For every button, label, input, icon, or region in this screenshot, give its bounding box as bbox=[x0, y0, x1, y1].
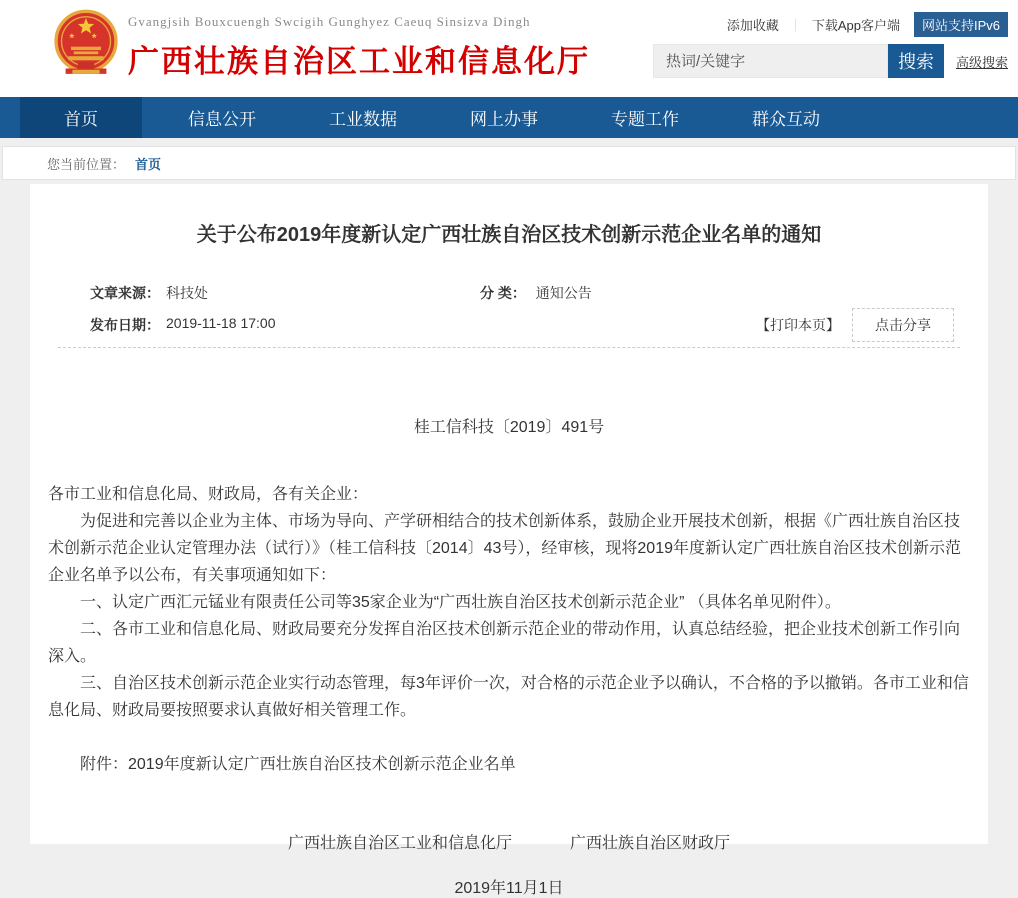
nav-item-home[interactable]: 首页 bbox=[20, 97, 142, 138]
breadcrumb bbox=[2, 146, 1016, 180]
signature-org-1: 广西壮族自治区工业和信息化厅 bbox=[287, 835, 512, 852]
download-app-link[interactable]: 下载App客户端 bbox=[811, 18, 900, 33]
share-button[interactable]: 点击分享 bbox=[852, 308, 954, 342]
meta-row-1 bbox=[90, 277, 968, 309]
breadcrumb-home-link[interactable]: 首页 bbox=[135, 156, 162, 172]
ipv6-support-badge[interactable]: 网站支持IPv6 bbox=[914, 12, 1008, 37]
meta-row-2 bbox=[90, 309, 968, 341]
national-emblem-logo bbox=[52, 8, 120, 84]
signature-line bbox=[30, 830, 988, 853]
meta-date-value: 2019-11-18 17:00 bbox=[166, 315, 276, 331]
main-nav bbox=[0, 97, 1018, 138]
advanced-search-link[interactable]: 高级搜索 bbox=[955, 54, 1008, 70]
search-input[interactable] bbox=[653, 44, 888, 78]
article-meta bbox=[90, 277, 968, 341]
divider: ｜ bbox=[788, 18, 802, 33]
meta-actions bbox=[756, 308, 968, 342]
meta-category bbox=[480, 283, 592, 303]
signature-org-2: 广西壮族自治区财政厅 bbox=[570, 835, 731, 852]
paragraph-item-3: 三、自治区技术创新示范企业实行动态管理，每3年评价一次，对合格的示范企业予以确认，不合格的予以撤销。各市工业和信息化局、财政局要按照要求认真做好相关管理工作。 bbox=[48, 675, 969, 719]
add-favorite-link[interactable]: 添加收藏 bbox=[726, 18, 779, 33]
article-body bbox=[48, 481, 970, 778]
site-header bbox=[0, 0, 1018, 97]
nav-item-special-topics[interactable]: 专题工作 bbox=[611, 110, 679, 129]
meta-source-label: 文章来源： bbox=[90, 285, 160, 301]
paragraph-intro: 为促进和完善以企业为主体、市场为导向、产学研相结合的技术创新体系，鼓励企业开展技术创新，根据《广西壮族自治区技术创新示范企业认定管理办法（试行）》（桂工信科技〔2014〕43号），经审核，现将2019年度新认定广西壮族自治区技术创新示范企业名单予以公布，有关事项通知如下： bbox=[48, 513, 961, 584]
meta-date bbox=[90, 315, 480, 335]
site-brand bbox=[128, 14, 590, 81]
meta-category-value: 通知公告 bbox=[535, 285, 592, 301]
attachment-line: 附件：2019年度新认定广西壮族自治区技术创新示范企业名单 bbox=[80, 756, 516, 773]
nav-item-info-disclosure[interactable]: 信息公开 bbox=[188, 110, 256, 129]
meta-date-label: 发布日期： bbox=[90, 317, 160, 333]
article-container bbox=[30, 184, 988, 897]
search-button[interactable]: 搜索 bbox=[888, 44, 944, 78]
header-utility-links bbox=[727, 12, 1008, 37]
zhuang-romanized-title: Gvangjsih Bouxcuengh Swcigih Gunghyez Caeuq Sinsizva Dingh bbox=[128, 14, 531, 29]
nav-item-online-services[interactable]: 网上办事 bbox=[470, 110, 538, 129]
meta-separator bbox=[58, 347, 960, 348]
site-title: 广西壮族自治区工业和信息化厅 bbox=[128, 44, 590, 79]
paragraph-salutation: 各市工业和信息化局、财政局，各有关企业： bbox=[48, 486, 369, 503]
meta-source-value: 科技处 bbox=[166, 285, 208, 301]
paragraph-item-2: 二、各市工业和信息化局、财政局要充分发挥自治区技术创新示范企业的带动作用，认真总结经验，把企业技术创新工作引向深入。 bbox=[48, 621, 961, 665]
nav-item-public-interaction[interactable]: 群众互动 bbox=[752, 110, 820, 129]
search-zone bbox=[653, 44, 1008, 78]
document-number: 桂工信科技〔2019〕491号 bbox=[413, 419, 605, 436]
article-title: 关于公布2019年度新认定广西壮族自治区技术创新示范企业名单的通知 bbox=[196, 224, 822, 246]
document-date: 2019年11月1日 bbox=[454, 880, 564, 897]
meta-source bbox=[90, 283, 480, 303]
nav-item-industry-data[interactable]: 工业数据 bbox=[329, 110, 397, 129]
print-page-link[interactable]: 【打印本页】 bbox=[756, 317, 840, 333]
meta-category-label: 分 类： bbox=[480, 285, 526, 301]
breadcrumb-label: 您当前位置： bbox=[47, 156, 126, 172]
paragraph-item-1: 一、认定广西汇元锰业有限责任公司等35家企业为“广西壮族自治区技术创新示范企业” （具体名单见附件）。 bbox=[80, 594, 841, 611]
